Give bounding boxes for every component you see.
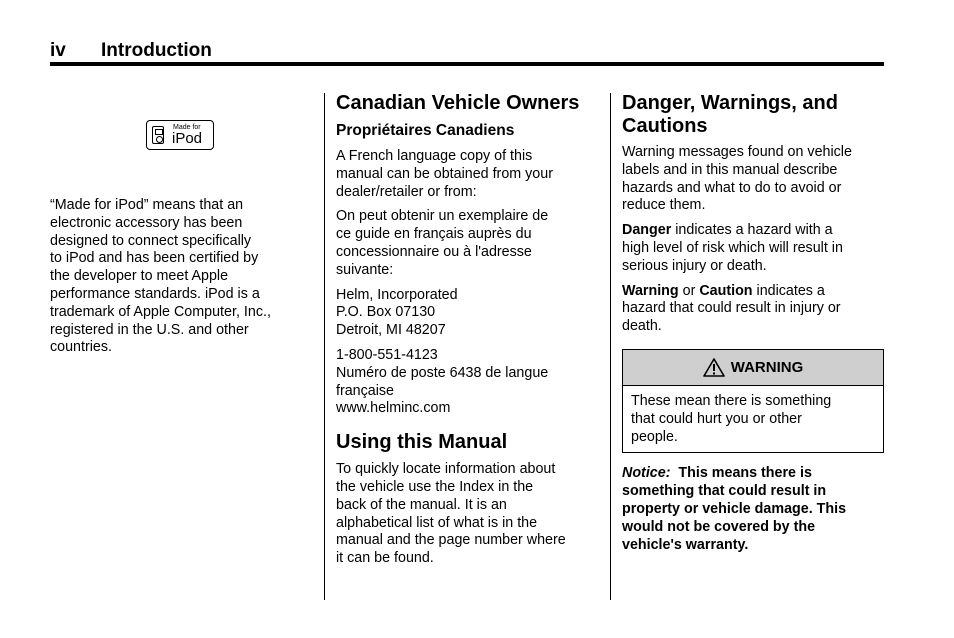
text-line: Warning messages found on vehicle (622, 144, 852, 160)
text-line: people. (631, 428, 678, 445)
text-line: registered in the U.S. and other (50, 321, 249, 338)
text-line: trademark of Apple Computer, Inc., (50, 303, 271, 320)
text-line: the developer to meet Apple (50, 268, 229, 285)
text-line: the vehicle use the Index in the (336, 478, 534, 495)
french-copy-paragraph (336, 148, 598, 201)
text-line: hazard that could result in injury or (622, 300, 841, 317)
text-line: vehicle's warranty. (622, 536, 749, 553)
text-line: labels and in this manual describe (622, 161, 838, 178)
column-divider-2 (610, 93, 611, 600)
text-line: Detroit, MI 48207 (336, 322, 446, 339)
logo-brand-text: iPod (172, 130, 203, 147)
text-line (622, 222, 884, 240)
text-line: reduce them. (622, 197, 706, 214)
ipod-icon (152, 126, 164, 144)
text-line: dealer/retailer or from: (336, 183, 477, 200)
column-divider-1 (324, 93, 325, 600)
text-line: A French language copy of this (336, 148, 533, 164)
phone-number: 1-800-551-4123 (336, 346, 438, 363)
text-line: something that could result in (622, 483, 827, 500)
using-manual-heading: Using this Manual (336, 431, 508, 454)
column-canadian-owners (336, 92, 598, 575)
text-line: hazards and what to do to avoid or (622, 179, 842, 196)
french-paragraph (336, 208, 598, 279)
notice-label: Notice: (622, 465, 671, 482)
warning-box-text (631, 393, 875, 446)
text-line: countries. (50, 339, 112, 356)
text-span: or (678, 282, 700, 299)
danger-warnings-heading (622, 92, 884, 138)
heading-line: Cautions (622, 115, 708, 137)
warning-caution-definition (622, 283, 884, 336)
warning-box-header (623, 350, 883, 386)
text-line: Numéro de poste 6438 de langue (336, 364, 549, 381)
text-line: To quickly locate information about (336, 461, 556, 478)
warning-box (622, 349, 884, 453)
mailing-address (336, 287, 598, 340)
text-line: manual and the page number where (336, 532, 566, 549)
heading-line: Danger, Warnings, and (622, 92, 838, 114)
text-line: designed to connect specifically (50, 232, 252, 249)
notice-paragraph (622, 465, 884, 554)
danger-definition (622, 222, 884, 275)
canadian-owners-subheading: Propriétaires Canadiens (336, 122, 515, 139)
column-ipod (50, 197, 305, 364)
ipod-paragraph (50, 197, 305, 357)
text-line: alphabetical list of what is in the (336, 514, 538, 531)
warning-triangle-icon (703, 358, 725, 377)
text-span: This means there is (670, 465, 812, 482)
text-line (622, 465, 884, 483)
text-line: serious injury or death. (622, 257, 767, 274)
text-line: “Made for iPod” means that an (50, 197, 244, 213)
text-line: high level of risk which will result in (622, 239, 843, 256)
text-line (622, 283, 884, 301)
text-line: that could hurt you or other (631, 410, 802, 427)
section-title: Introduction (101, 40, 212, 61)
text-line: it can be found. (336, 550, 434, 567)
text-line: to iPod and has been certified by (50, 250, 259, 267)
using-manual-paragraph (336, 461, 598, 568)
text-line: P.O. Box 07130 (336, 304, 436, 321)
text-line: electronic accessory has been (50, 214, 243, 231)
page-header (50, 39, 884, 67)
text-line: These mean there is something (631, 392, 832, 409)
danger-term: Danger (622, 222, 672, 239)
warning-messages-paragraph (622, 144, 884, 215)
warning-label: WARNING (730, 358, 804, 376)
text-line: would not be covered by the (622, 518, 816, 535)
logo-made-for-text: Made for (173, 124, 201, 131)
header-rule (50, 62, 884, 66)
text-line: property or vehicle damage. This (622, 500, 847, 517)
website-url: www.helminc.com (336, 400, 451, 417)
text-line: suivante: (336, 261, 394, 278)
text-line: performance standards. iPod is a (50, 285, 260, 302)
text-line: Helm, Incorporated (336, 286, 458, 303)
made-for-ipod-logo (146, 120, 214, 150)
warning-term: Warning (622, 282, 679, 299)
text-line: death. (622, 318, 662, 335)
text-line: ce guide en français auprès du (336, 226, 532, 243)
text-span: indicates a (752, 282, 825, 299)
warning-box-body (623, 386, 883, 452)
contact-info (336, 347, 598, 418)
text-span: indicates a hazard with a (671, 222, 833, 239)
text-line: manual can be obtained from your (336, 165, 553, 182)
column-danger-warnings (622, 92, 884, 561)
page-number: iv (50, 40, 66, 61)
caution-term: Caution (699, 282, 753, 299)
text-line: française (336, 382, 395, 399)
canadian-owners-heading: Canadian Vehicle Owners (336, 92, 580, 114)
text-line: On peut obtenir un exemplaire de (336, 208, 549, 225)
text-line: back of the manual. It is an (336, 496, 507, 513)
text-line: concessionnaire ou à l'adresse (336, 243, 532, 260)
